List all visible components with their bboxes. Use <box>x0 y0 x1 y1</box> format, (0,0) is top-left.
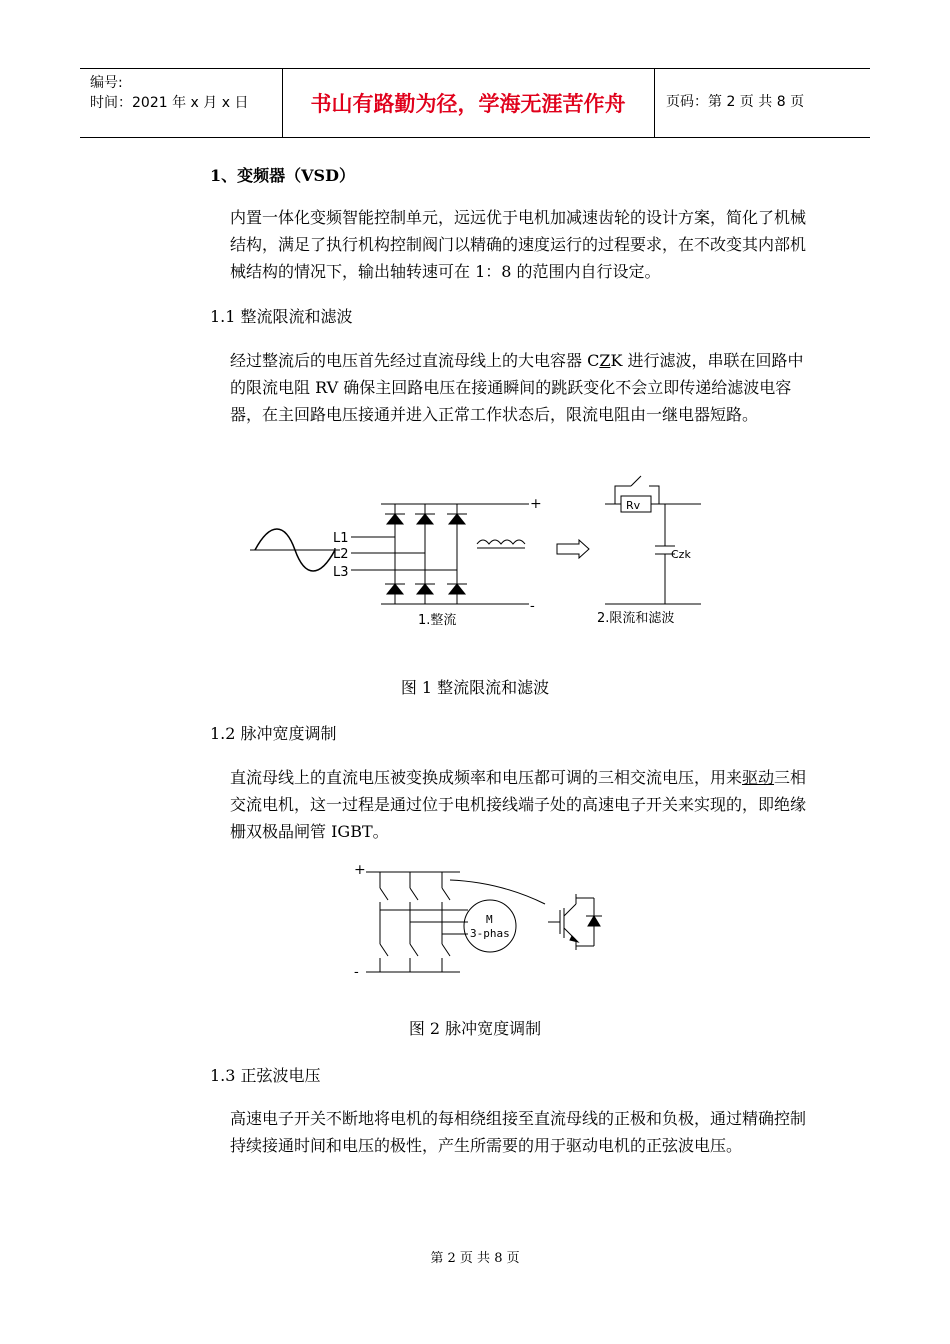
subsection-2-text <box>172 764 812 845</box>
igbt-icon <box>548 894 602 950</box>
subsection-1-paragraph <box>172 347 812 428</box>
page-footer: 第 2 页 共 8 页 <box>430 1251 520 1266</box>
label-filter: 2.限流和滤波 <box>597 611 675 626</box>
subsection-2-title: 1.2 脉冲宽度调制 <box>210 724 337 743</box>
label-rv: Rv <box>626 499 641 512</box>
label-plus: + <box>354 862 366 878</box>
figure-1-caption: 图 1 整流限流和滤波 <box>400 678 550 697</box>
header-motto: 书山有路勤为径，学海无涯苦作舟 <box>310 92 626 116</box>
text-underlined: Z <box>599 351 611 370</box>
figure-1-rectifier-filter <box>245 462 707 632</box>
label-rectify: 1.整流 <box>418 613 457 628</box>
switch-bridge <box>380 872 468 972</box>
arrow-right-icon <box>557 540 589 558</box>
text-underlined: 驱动 <box>742 768 775 787</box>
section-title: 1、变频器（VSD） <box>210 166 355 185</box>
text-part: 直流母线上的直流电压被变换成频率和电压都可调的三相交流电压，用来 <box>230 768 743 787</box>
motor-label: M <box>486 913 493 926</box>
subsection-3-title: 1.3 正弦波电压 <box>210 1066 321 1085</box>
subsection-1-text <box>172 347 812 428</box>
text-part: 三相交流电机，这一过程是通过位于电机接线端子处的高速电子开关来实现的，即绝缘栅双极晶闸管 IGBT。 <box>230 768 807 841</box>
subsection-3-text: 高速电子开关不断地将电机的每相绕组接至直流母线的正极和负极，通过精确控制持续接通时间和电压的极性，产生所需要的用于驱动电机的正弦波电压。 <box>230 1109 807 1155</box>
label-l1: L1 <box>333 531 349 546</box>
label-czk: Czk <box>671 548 691 561</box>
label-plus: + <box>530 496 542 512</box>
intro-text: 内置一体化变频智能控制单元，远远优于电机加减速齿轮的设计方案，简化了机械结构，满足了执行机构控制阀门以精确的速度运行的过程要求，在不改变其内部机械结构的情况下，输出轴转速可在 1：8 的范围内自行设定。 <box>230 208 807 281</box>
header-page-number: 页码：第 2 页 共 8 页 <box>666 94 805 110</box>
header-divider <box>654 69 655 137</box>
subsection-3-paragraph <box>172 1105 812 1159</box>
figure-2-caption: 图 2 脉冲宽度调制 <box>408 1019 542 1038</box>
relay-switch-icon <box>631 476 641 486</box>
diode-bridge <box>385 504 467 604</box>
subsection-2-paragraph <box>172 764 812 845</box>
motor-phase-label: 3-phas <box>470 927 510 940</box>
inductor-icon <box>477 540 525 544</box>
label-l3: L3 <box>333 565 349 580</box>
header-time: 时间：2021 年 x 月 x 日 <box>90 95 249 111</box>
header-number: 编号: <box>90 75 123 91</box>
text-part: K 进行滤波，串联在回路中的限流电阻 RV 确保主回路电压在接通瞬间的跳跃变化不会立即传递给滤波电容器，在主回路电压接通并进入正常工作状态后，限流电阻由一继电器短路。 <box>230 351 804 424</box>
label-minus: - <box>530 598 535 614</box>
label-minus: - <box>354 964 359 980</box>
label-l2: L2 <box>333 547 349 562</box>
motor-icon <box>464 900 516 952</box>
subsection-1-title: 1.1 整流限流和滤波 <box>210 307 353 326</box>
page-header <box>80 68 870 138</box>
figure-2-pwm <box>350 858 610 983</box>
header-meta <box>90 73 248 113</box>
text-part: 经过整流后的电压首先经过直流母线上的大电容器 C <box>230 351 600 370</box>
pointer-line <box>450 880 545 904</box>
intro-paragraph <box>172 204 812 285</box>
